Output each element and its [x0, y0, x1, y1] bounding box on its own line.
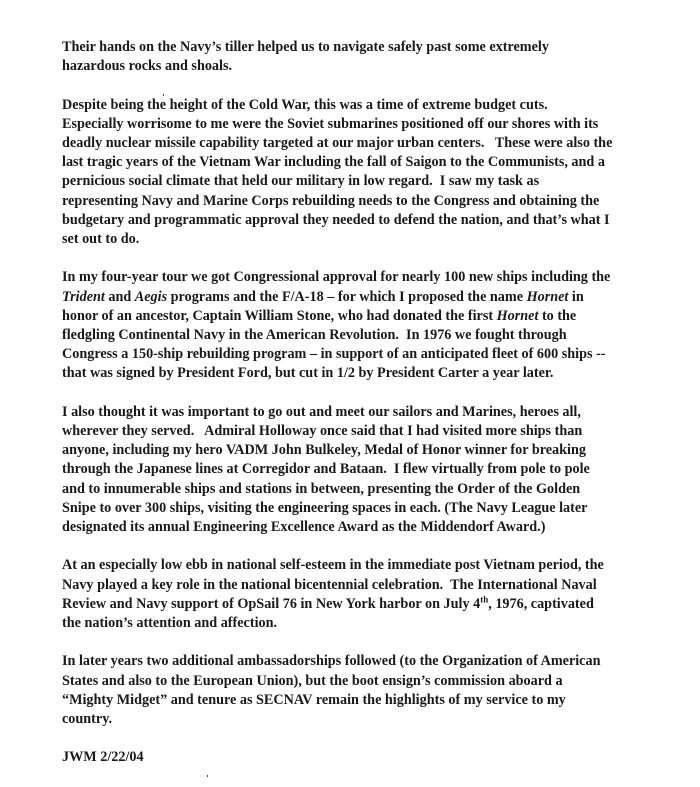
text-run: pernicious social climate that held our military in low regard. I saw my task as	[62, 173, 540, 190]
paragraph	[62, 652, 700, 729]
text-run: budgetary and programmatic approval they needed to defend the nation, and that’s what I	[62, 211, 610, 228]
text-run: , 1976, captivated	[488, 595, 594, 612]
text-run: Review and Navy support of OpSail 76 in New York harbor on July 4	[62, 595, 481, 612]
text-run: In later years two additional ambassadorships followed (to the Organization of American	[62, 653, 601, 670]
text-line	[62, 403, 700, 422]
italic-run: Trident	[62, 288, 105, 305]
text-line	[62, 441, 700, 460]
text-run: hazardous rocks and shoals.	[62, 58, 233, 75]
italic-run: Hornet	[526, 288, 569, 305]
text-run: designated its annual Engineering Excellence Award as the Middendorf Award.)	[62, 519, 546, 536]
text-run: and	[104, 288, 135, 305]
superscript-run: th	[480, 594, 489, 605]
text-line	[62, 518, 700, 537]
text-run: Congress a 150-ship rebuilding program – in support of an anticipated fleet of 600 ships --	[62, 346, 606, 363]
text-line	[62, 307, 700, 326]
text-run: I also thought it was important to go out and meet our sailors and Marines, heroes all,	[62, 403, 581, 420]
scan-speck	[163, 94, 164, 96]
text-line	[62, 422, 700, 441]
document-body	[62, 38, 700, 729]
text-run: programs and the F/A-18 – for which I proposed the name	[167, 288, 527, 305]
text-line	[62, 192, 700, 211]
text-run: In my four-year tour we got Congressional approval for nearly 100 new ships including the	[62, 269, 611, 286]
text-run: Especially worrisome to me were the Soviet submarines positioned off our shores with its	[62, 115, 599, 132]
paragraph	[62, 556, 700, 633]
text-run: Despite being the height of the Cold War, this was a time of extreme budget cuts.	[62, 96, 548, 113]
document-page	[62, 38, 700, 787]
text-line	[62, 57, 700, 76]
text-run: honor of an ancestor, Captain William Stone, who had donated the first	[62, 307, 497, 324]
text-line	[62, 134, 700, 153]
paragraph	[62, 96, 700, 250]
text-run: anyone, including my hero VADM John Bulkeley, Medal of Honor winner for breaking	[62, 442, 586, 459]
text-line	[62, 576, 700, 595]
text-line	[62, 38, 700, 57]
text-run: “Mighty Midget” and tenure as SECNAV remain the highlights of my service to my	[62, 691, 566, 708]
text-line	[62, 652, 700, 671]
text-line	[62, 345, 700, 364]
text-line	[62, 691, 700, 710]
text-line	[62, 288, 700, 307]
text-line	[62, 595, 700, 614]
text-run: last tragic years of the Vietnam War including the fall of Saigon to the Communists, and a	[62, 154, 605, 171]
text-run: Their hands on the Navy’s tiller helped us to navigate safely past some extremely	[62, 39, 549, 55]
text-line	[62, 268, 700, 287]
text-line	[62, 499, 700, 518]
text-run: fledgling Continental Navy in the American Revolution. In 1976 we fought through	[62, 327, 567, 344]
text-line	[62, 172, 700, 191]
text-run: wherever they served. Admiral Holloway once said that I had visited more ships than	[62, 423, 583, 440]
text-line	[62, 480, 700, 499]
text-run: deadly nuclear missile capability targeted at our major urban centers. These were also the	[62, 135, 613, 151]
text-line	[62, 230, 700, 249]
text-run: in	[568, 288, 584, 305]
text-line	[62, 96, 700, 115]
paragraph	[62, 38, 700, 76]
text-line	[62, 115, 700, 134]
text-line	[62, 460, 700, 479]
text-run: Navy played a key role in the national bicentennial celebration. The International Naval	[62, 576, 597, 593]
text-run: that was signed by President Ford, but cut in 1/2 by President Carter a year later.	[62, 365, 554, 382]
text-run: the nation’s attention and affection.	[62, 615, 278, 632]
text-run: country.	[62, 711, 113, 728]
paragraph	[62, 403, 700, 537]
italic-run: Hornet	[496, 307, 539, 324]
text-run: At an especially low ebb in national self-esteem in the immediate post Vietnam period, the	[62, 557, 604, 574]
paragraph	[62, 268, 700, 383]
text-line	[62, 326, 700, 345]
text-run: Snipe to over 300 ships, visiting the engineering spaces in each. (The Navy League later	[62, 499, 588, 516]
text-run: States and also to the European Union), but the boot ensign’s commission aboard a	[62, 672, 563, 689]
italic-run: Aegis	[134, 288, 168, 305]
text-run: representing Navy and Marine Corps rebuilding needs to the Congress and obtaining the	[62, 192, 600, 209]
scan-speck	[207, 775, 208, 777]
text-run: through the Japanese lines at Corregidor and Bataan. I flew virtually from pole to pole	[62, 461, 590, 478]
text-line	[62, 364, 700, 383]
text-run: and to innumerable ships and stations in between, presenting the Order of the Golden	[62, 480, 581, 497]
text-line	[62, 710, 700, 729]
text-line	[62, 211, 700, 230]
signature-line: JWM 2/22/04	[62, 749, 144, 766]
text-line	[62, 556, 700, 575]
text-run: set out to do.	[62, 231, 140, 248]
text-line	[62, 614, 700, 633]
text-line	[62, 153, 700, 172]
text-line	[62, 672, 700, 691]
text-run: to the	[538, 307, 577, 324]
